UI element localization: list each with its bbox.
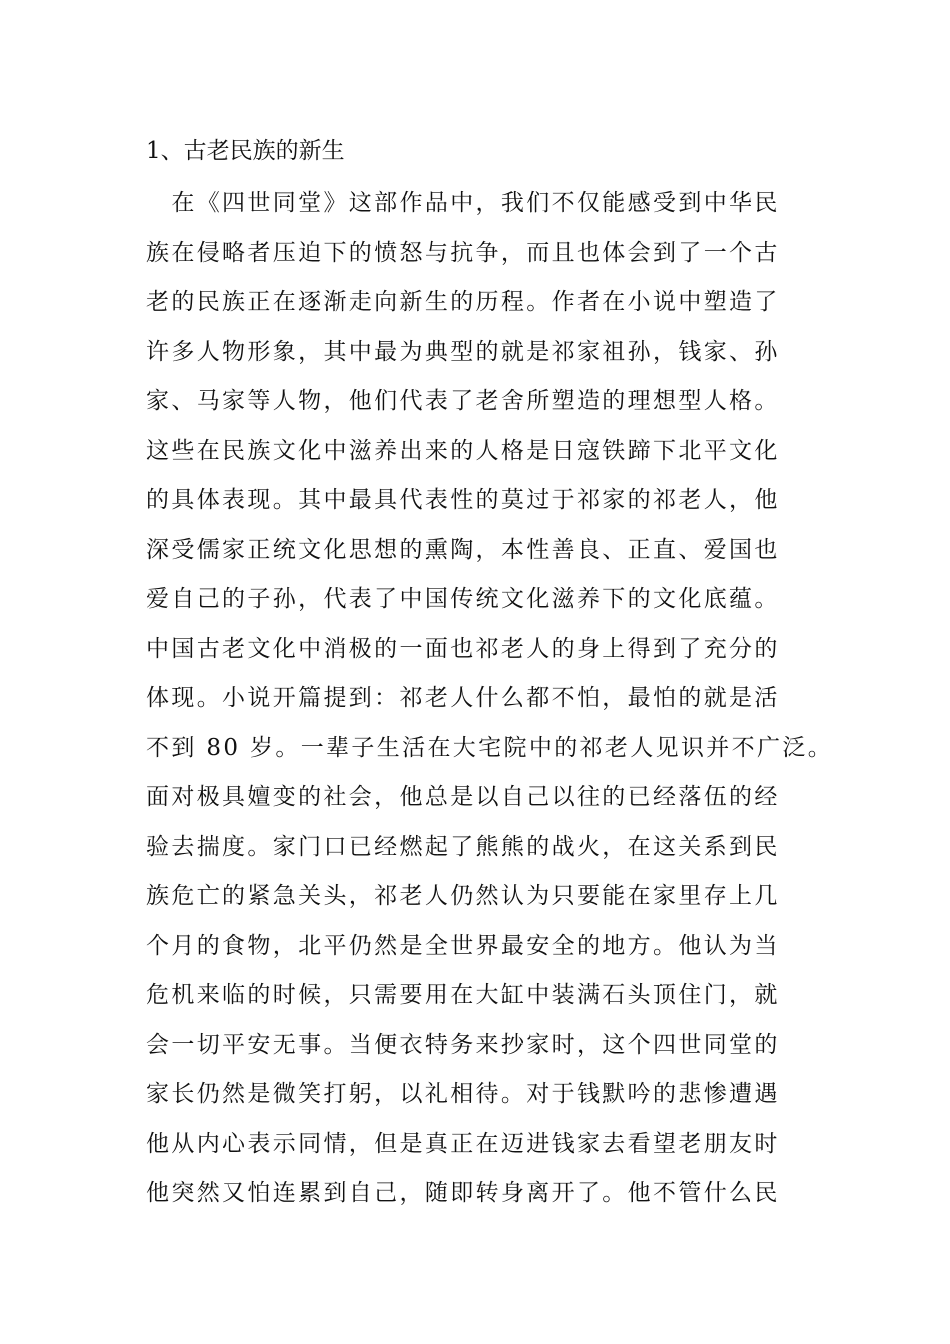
text-line: 不到 80 岁。一辈子生活在大宅院中的祁老人见识并不广泛。: [146, 734, 834, 761]
body-paragraph: [146, 179, 846, 1219]
text-line: 危机来临的时候，只需要用在大缸中装满石头顶住门，就: [146, 982, 780, 1008]
text-line: 爱自己的子孙，代表了中国传统文化滋养下的文化底蕴。: [146, 586, 780, 612]
text-line: 这些在民族文化中滋养出来的人格是日寇铁蹄下北平文化: [146, 437, 780, 464]
text-line: 个月的食物，北平仍然是全世界最安全的地方。他认为当: [146, 932, 780, 959]
text-line: 在《四世同堂》这部作品中，我们不仅能感受到中华民: [146, 190, 780, 216]
text-line: 的具体表现。其中最具代表性的莫过于祁家的祁老人，他: [146, 487, 780, 513]
text-line: 许多人物形象，其中最为典型的就是祁家祖孙，钱家、孙: [146, 338, 780, 365]
text-line: 验去揣度。家门口已经燃起了熊熊的战火，在这关系到民: [146, 833, 780, 860]
text-line: 家长仍然是微笑打躬，以礼相待。对于钱默吟的悲惨遭遇: [146, 1081, 780, 1107]
text-line: 老的民族正在逐渐走向新生的历程。作者在小说中塑造了: [146, 289, 780, 315]
text-line: 中国古老文化中消极的一面也祁老人的身上得到了充分的: [146, 635, 780, 662]
text-line: 面对极具嬗变的社会，他总是以自己以往的已经落伍的经: [146, 784, 780, 810]
text-line: 深受儒家正统文化思想的熏陶，本性善良、正直、爱国也: [146, 536, 780, 563]
text-line: 会一切平安无事。当便衣特务来抄家时，这个四世同堂的: [146, 1031, 780, 1058]
text-line: 他突然又怕连累到自己，随即转身离开了。他不管什么民: [146, 1180, 780, 1206]
text-line: 族在侵略者压迫下的愤怒与抗争，而且也体会到了一个古: [146, 239, 780, 266]
section-heading: 1、古老民族的新生: [146, 138, 345, 164]
text-line: 体现。小说开篇提到：祁老人什么都不怕，最怕的就是活: [146, 685, 780, 711]
text-line: 他从内心表示同情，但是真正在迈进钱家去看望老朋友时: [146, 1130, 780, 1157]
text-line: 族危亡的紧急关头，祁老人仍然认为只要能在家里存上几: [146, 883, 780, 909]
text-line: 家、马家等人物，他们代表了老舍所塑造的理想型人格。: [146, 388, 780, 414]
